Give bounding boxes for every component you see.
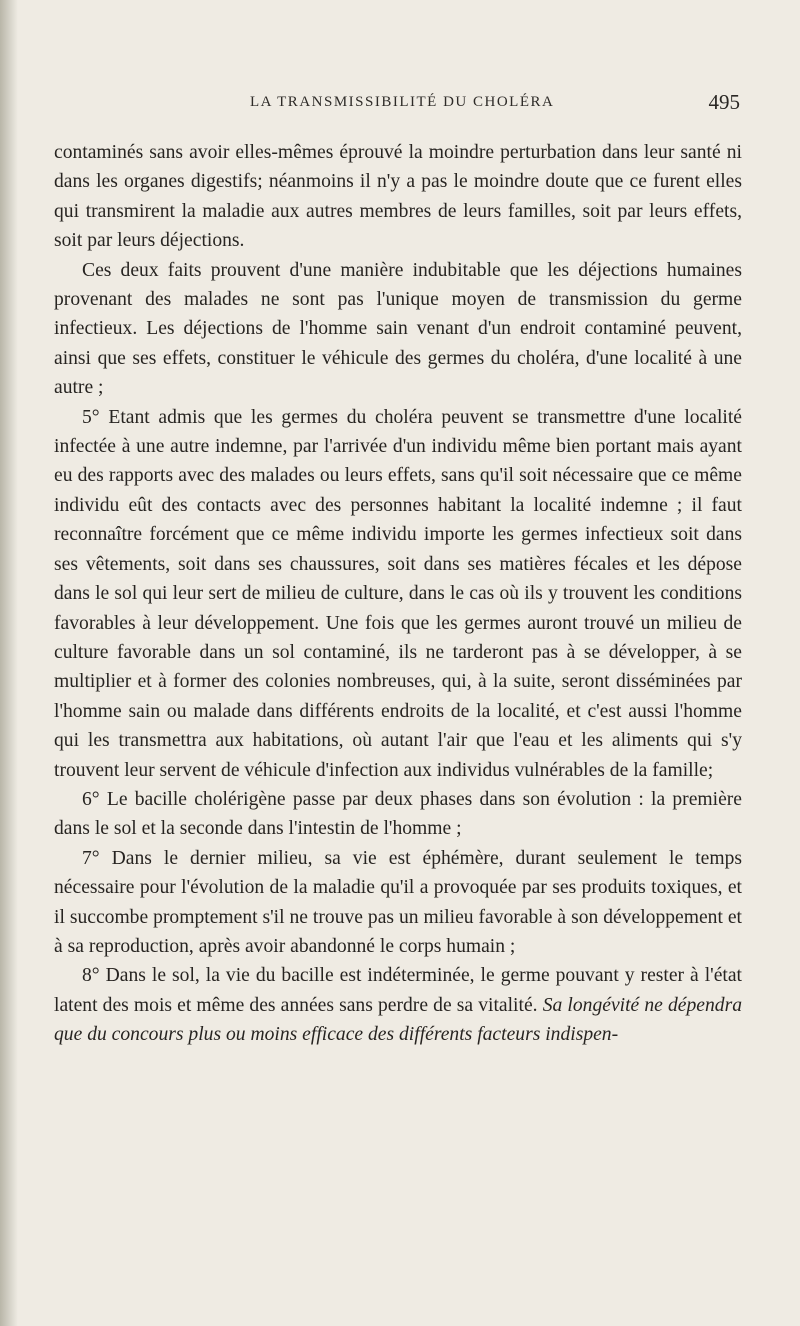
- page-edge-shadow: [0, 0, 18, 1326]
- paragraph-point-8: [54, 961, 742, 1049]
- body-text: [54, 138, 742, 1050]
- paragraph-point-6: 6° Le bacille cholérigène passe par deux phases dans son évolution : la première dans le sol et la seconde dans l'intestin de l'homme ;: [54, 788, 742, 840]
- paragraph-continuation: contaminés sans avoir elles-mêmes éprouvé la moindre perturbation dans leur santé ni dans les organes digestifs; néanmoins il n'y a pas le moindre doute que ce furent elles qui transmirent la maladie aux autres membres de leurs familles, soit par leurs effets, soit par leurs déjections.: [54, 142, 742, 252]
- running-title: LA TRANSMISSIBILITÉ DU CHOLÉRA: [250, 94, 555, 110]
- page-number: 495: [708, 90, 740, 114]
- paragraph-point-8-italic: Sa longévité ne dépendra que du concours plus ou moins efficace des différents facteurs indispen-: [54, 994, 742, 1046]
- page-header: [52, 90, 742, 120]
- paragraph-point-5: 5° Etant admis que les germes du choléra peuvent se transmettre d'une localité infectée à une autre indemne, par l'arrivée d'un individu même bien portant mais ayant eu des rapports avec des malades ou leurs effets, sans qu'il soit nécessaire que ce même individu eût des contacts avec des personnes habitant la localité indemne ; il faut reconnaître forcément que ce même individu importe les germes infectieux soit dans ses vêtements, soit dans ses chaussures, soit dans ses matières fécales et les dépose dans le sol qui leur sert de milieu de culture, dans le cas où ils y trouvent les conditions favorables à leur développement. Une fois que les germes auront trouvé un milieu de culture favorable dans un sol contaminé, ils ne tarderont pas à se développer, à se multiplier et à former des colonies nombreuses, qui, à la suite, seront disséminées par l'homme sain ou malade dans différents endroits de la localité, et c'est aussi l'homme qui les transmettra aux habitations, où autant l'air que l'eau et les aliments qui s'y trouvent leur servent de véhicule d'infection aux individus vulnérables de la famille;: [54, 406, 742, 781]
- paragraph-point-8-text: 8° Dans le sol, la vie du bacille est indéterminée, le germe pouvant y rester à l'état latent des mois et même des années sans perdre de sa vitalité.: [54, 965, 742, 1016]
- paragraph-deux-faits: Ces deux faits prouvent d'une manière indubitable que les déjections humaines provenant des malades ne sont pas l'unique moyen de transmission du germe infectieux. Les déjections de l'homme sain venant d'un endroit contaminé peuvent, ainsi que ses effets, constituer le véhicule des germes du choléra, d'une localité à une autre ;: [54, 259, 742, 399]
- paragraph-point-7: 7° Dans le dernier milieu, sa vie est éphémère, durant seulement le temps nécessaire pour l'évolution de la maladie qu'il a provoquée par ses produits toxiques, et il succombe promptement s'il ne trouve pas un milieu favorable à son développement et à sa reproduction, après avoir abandonné le corps humain ;: [54, 847, 742, 957]
